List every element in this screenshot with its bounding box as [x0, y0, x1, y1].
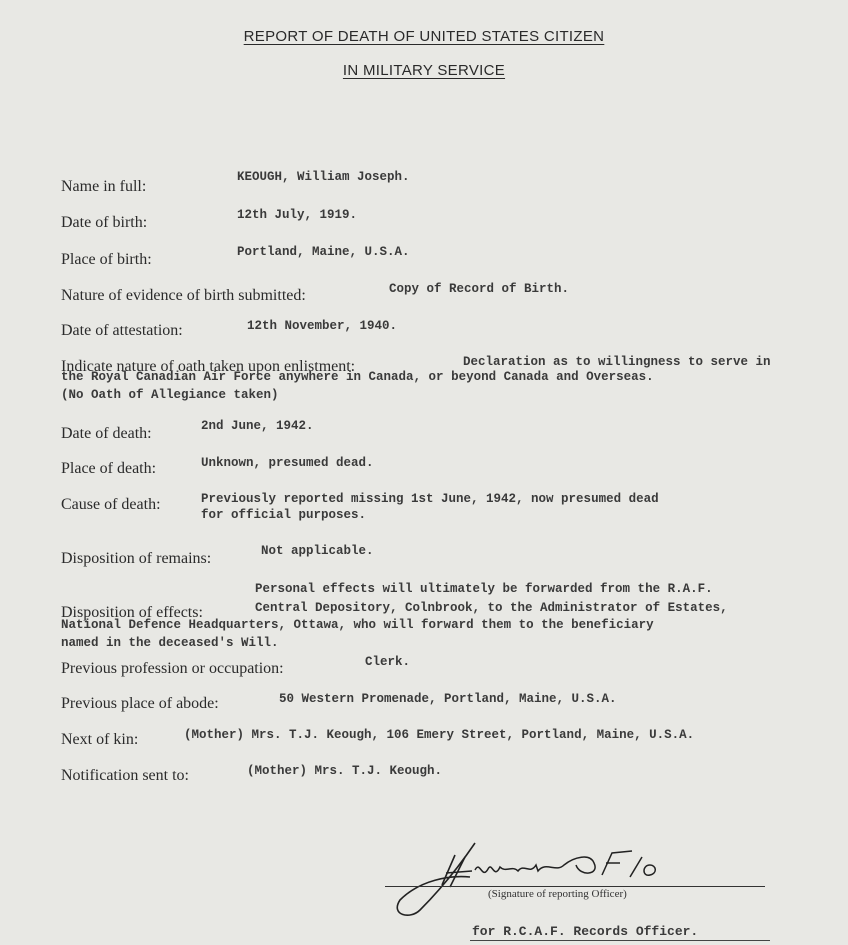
value: Portland, Maine, U.S.A.: [237, 245, 410, 259]
field-name: [61, 170, 410, 196]
field-dob: [61, 208, 358, 232]
label: Place of death:: [61, 460, 157, 477]
signature-line: [385, 886, 765, 887]
value: (Mother) Mrs. T.J. Keough.: [247, 764, 443, 778]
field-dod: [61, 419, 314, 443]
value: Not applicable.: [261, 544, 374, 558]
field-attestation: [61, 319, 398, 340]
field-pod: [61, 456, 374, 478]
label: Disposition of remains:: [61, 550, 212, 567]
value: Copy of Record of Birth.: [389, 282, 570, 296]
field-profession: [61, 655, 411, 678]
divider: [470, 940, 770, 941]
records-officer-line: for R.C.A.F. Records Officer.: [472, 924, 699, 939]
label: Name in full:: [61, 178, 147, 195]
label: Previous place of abode:: [61, 695, 219, 712]
value-line: National Defence Headquarters, Ottawa, who will forward them to the beneficiary: [61, 618, 654, 632]
field-cause: [61, 492, 659, 522]
label: Next of kin:: [61, 731, 139, 748]
value-line: (No Oath of Allegiance taken): [61, 388, 279, 402]
value-line: for official purposes.: [201, 508, 367, 522]
document-subtitle: IN MILITARY SERVICE: [342, 62, 506, 79]
signature-caption: (Signature of reporting Officer): [488, 888, 627, 900]
field-effects: [61, 582, 728, 650]
field-notification: [61, 764, 443, 785]
value: Clerk.: [365, 655, 411, 669]
value: Unknown, presumed dead.: [201, 456, 374, 470]
label: Notification sent to:: [61, 767, 189, 784]
label: Previous profession or occupation:: [61, 660, 284, 677]
label: Date of attestation:: [61, 322, 183, 339]
field-oath: [61, 355, 771, 402]
value-line: Declaration as to willingness to serve in: [463, 355, 771, 369]
value-line: the Royal Canadian Air Force anywhere in Canada, or beyond Canada and Overseas.: [61, 370, 654, 384]
field-abode: [61, 692, 617, 713]
value: KEOUGH, William Joseph.: [237, 170, 410, 184]
value: 12th November, 1940.: [247, 319, 398, 333]
value: 50 Western Promenade, Portland, Maine, U.S.A.: [279, 692, 617, 706]
signature-image: [380, 835, 680, 920]
value-line: Personal effects will ultimately be forwarded from the R.A.F.: [255, 582, 713, 596]
label: Disposition of effects:: [61, 604, 203, 621]
label: Nature of evidence of birth submitted:: [61, 287, 306, 304]
label: Date of death:: [61, 425, 152, 442]
value-line: named in the deceased's Will.: [61, 636, 279, 650]
label: Cause of death:: [61, 496, 161, 513]
field-remains: [61, 544, 374, 568]
value: 2nd June, 1942.: [201, 419, 314, 433]
label: Place of birth:: [61, 251, 152, 268]
field-evidence: [61, 282, 570, 305]
label: Date of birth:: [61, 214, 148, 231]
document-title: REPORT OF DEATH OF UNITED STATES CITIZEN: [243, 28, 605, 45]
value-line: Previously reported missing 1st June, 1942, now presumed dead: [201, 492, 659, 506]
value-line: Central Depository, Colnbrook, to the Administrator of Estates,: [255, 601, 728, 615]
field-kin: [61, 728, 695, 749]
field-pob: [61, 245, 410, 269]
value: (Mother) Mrs. T.J. Keough, 106 Emery Street, Portland, Maine, U.S.A.: [184, 728, 695, 742]
label: Indicate nature of oath taken upon enlistment:: [61, 358, 356, 375]
value: 12th July, 1919.: [237, 208, 358, 222]
